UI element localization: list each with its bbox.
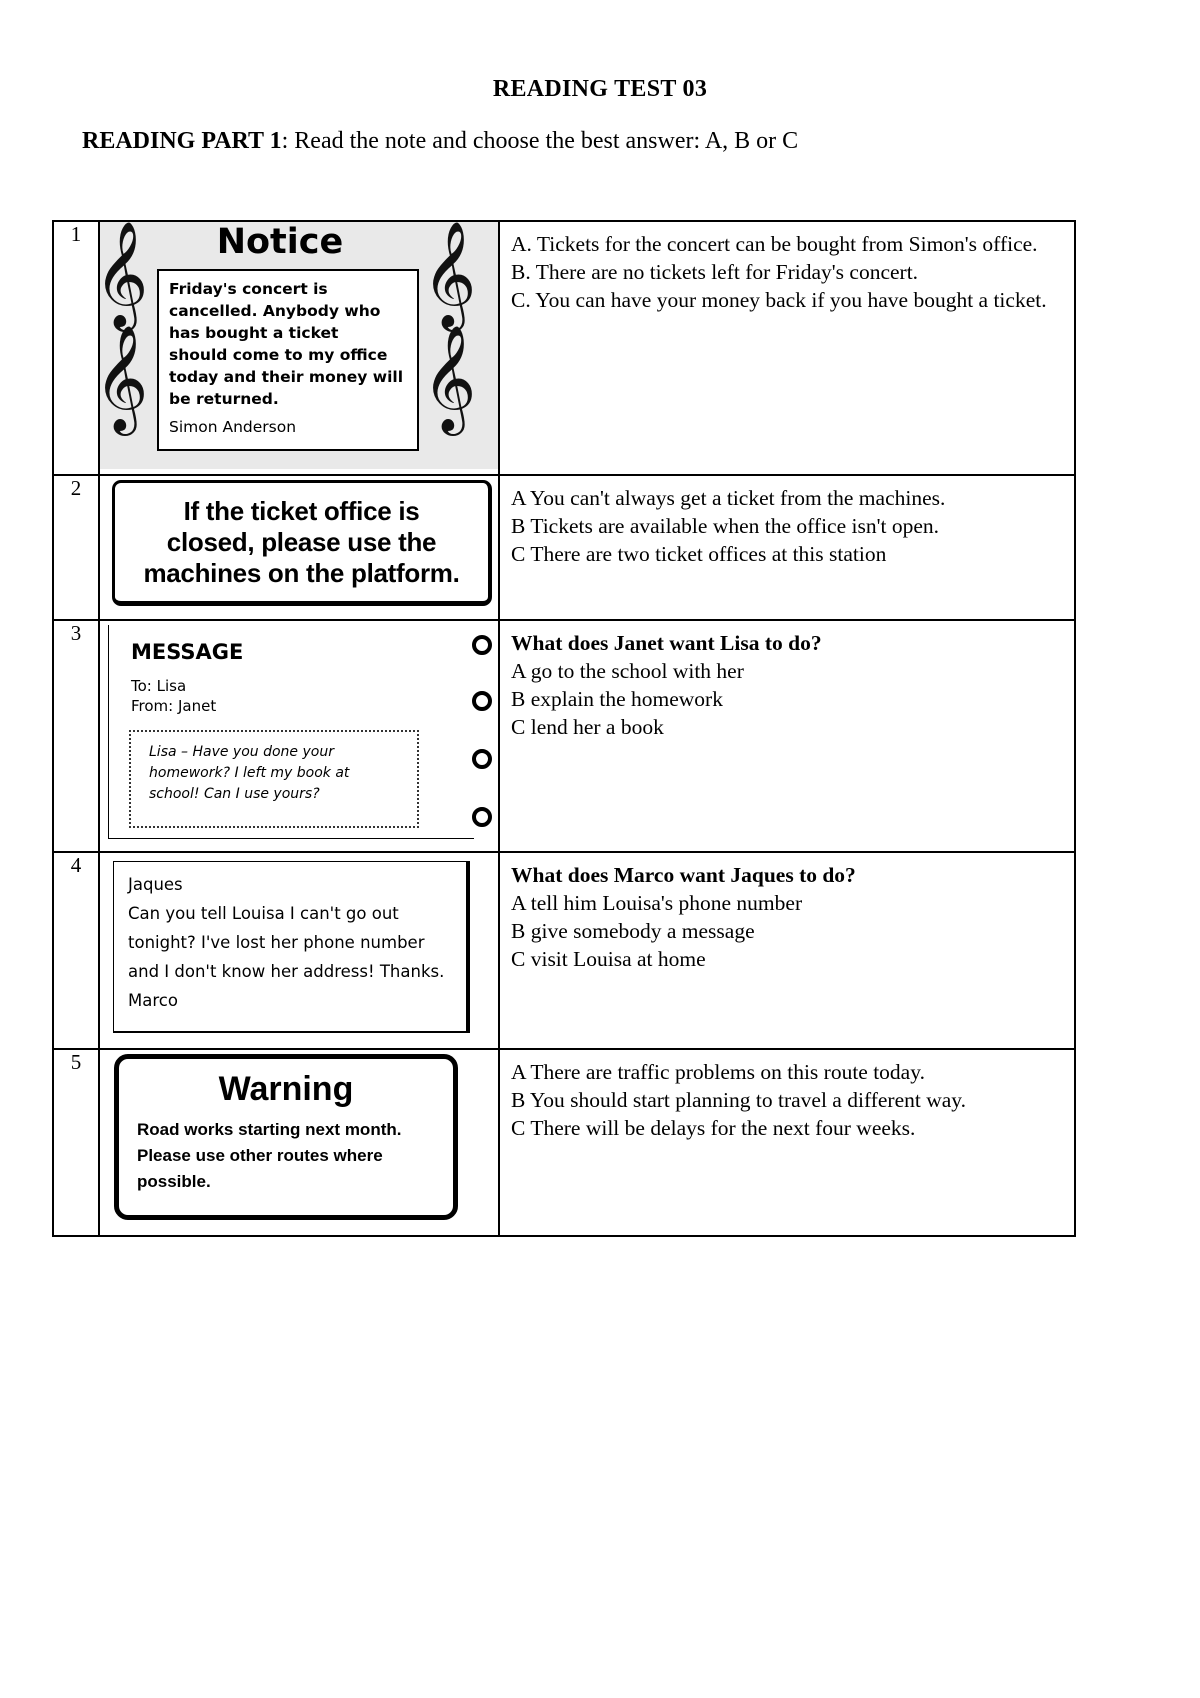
option-c: C visit Louisa at home [511, 947, 706, 971]
notice-line: cancelled. Anybody who [169, 302, 381, 320]
questions-table [52, 220, 1076, 1237]
option-a: A tell him Louisa's phone number [511, 891, 803, 915]
message-line: homework? I left my book at [149, 765, 350, 781]
option-b: B Tickets are available when the office isn't open. [511, 514, 939, 538]
question-number: 3 [53, 620, 99, 852]
instruction-label: READING PART 1 [82, 128, 282, 154]
sign-line: machines on the platform. [143, 557, 460, 588]
binder-ring-icon [472, 691, 492, 711]
option-a: A You can't always get a ticket from the machines. [511, 486, 946, 510]
warning-heading: Warning [218, 1070, 354, 1108]
option-c: C. You can have your money back if you have bought a ticket. [511, 288, 1047, 312]
sign-cell [94, 220, 499, 475]
answer-options [499, 475, 1075, 620]
sign-cell [99, 1049, 499, 1236]
sign-cell [99, 620, 499, 852]
sign-cell [99, 475, 499, 620]
notice-line: has bought a ticket [169, 324, 339, 342]
message-note [108, 625, 474, 839]
option-b: B explain the homework [511, 687, 723, 711]
message-line: Lisa – Have you done your [149, 744, 334, 760]
table-row [53, 1049, 1075, 1236]
notice-text-box [157, 269, 419, 451]
treble-clef-icon: 𝄞 [94, 324, 149, 431]
notice-line: be returned. [169, 390, 279, 408]
page-title: READING TEST 03 [492, 76, 708, 102]
table-row [53, 221, 1075, 475]
binder-ring-icon [472, 807, 492, 827]
treble-clef-icon: 𝄞 [422, 324, 477, 431]
treble-clef-icon: 𝄞 [422, 220, 477, 327]
message-heading: MESSAGE [131, 640, 244, 664]
question-number: 2 [53, 475, 99, 620]
question-number: 4 [53, 852, 99, 1049]
table-row [53, 475, 1075, 620]
question-text: What does Janet want Lisa to do? [511, 631, 822, 655]
warning-sign [114, 1054, 458, 1220]
option-c: C There are two ticket offices at this station [511, 542, 887, 566]
question-number: 1 [53, 221, 99, 475]
option-c: C lend her a book [511, 715, 664, 739]
table-row [53, 620, 1075, 852]
instruction [82, 128, 798, 155]
note-line: and I don't know her address! Thanks. [128, 962, 445, 981]
warning-line: possible. [137, 1172, 211, 1191]
instruction-text: : Read the note and choose the best answer: A, B or C [281, 128, 799, 154]
table-row [53, 852, 1075, 1049]
handwritten-note [113, 861, 470, 1033]
message-body [129, 730, 419, 828]
option-c: C There will be delays for the next four weeks. [511, 1116, 916, 1140]
note-line: Marco [128, 991, 178, 1010]
note-line: Can you tell Louisa I can't go out [128, 904, 399, 923]
option-b: B give somebody a message [511, 919, 755, 943]
option-b: B. There are no tickets left for Friday's concert. [511, 260, 919, 284]
sign-line: closed, please use the [166, 526, 437, 557]
sign-line: If the ticket office is [183, 495, 420, 526]
option-a: A There are traffic problems on this route today. [511, 1060, 925, 1084]
option-a: A go to the school with her [511, 659, 744, 683]
question-text: What does Marco want Jaques to do? [511, 863, 856, 887]
message-from: From: Janet [131, 697, 217, 715]
notice-line: should come to my office [169, 346, 388, 364]
answer-options [499, 1049, 1075, 1236]
answer-options [499, 620, 1075, 852]
warning-line: Please use other routes where [137, 1146, 383, 1165]
notice-sign [94, 220, 498, 469]
ticket-office-sign [112, 480, 492, 606]
sign-cell [99, 852, 499, 1049]
note-line: tonight? I've lost her phone number [128, 933, 425, 952]
question-number: 5 [53, 1049, 99, 1236]
note-line: Jaques [128, 875, 183, 894]
warning-line: Road works starting next month. [137, 1120, 402, 1139]
notice-signature: Simon Anderson [169, 418, 297, 436]
notice-heading: Notice [216, 222, 344, 262]
binder-ring-icon [472, 749, 492, 769]
message-to: To: Lisa [131, 677, 187, 695]
notice-line: Friday's concert is [169, 280, 328, 298]
option-b: B You should start planning to travel a different way. [511, 1088, 967, 1112]
message-line: school! Can I use yours? [149, 786, 320, 802]
warning-text [137, 1117, 435, 1195]
answer-options [499, 852, 1075, 1049]
answer-options [499, 221, 1075, 475]
notice-line: today and their money will [169, 368, 404, 386]
treble-clef-icon: 𝄞 [94, 220, 149, 327]
binder-ring-icon [472, 635, 492, 655]
option-a: A. Tickets for the concert can be bought from Simon's office. [511, 232, 1038, 256]
